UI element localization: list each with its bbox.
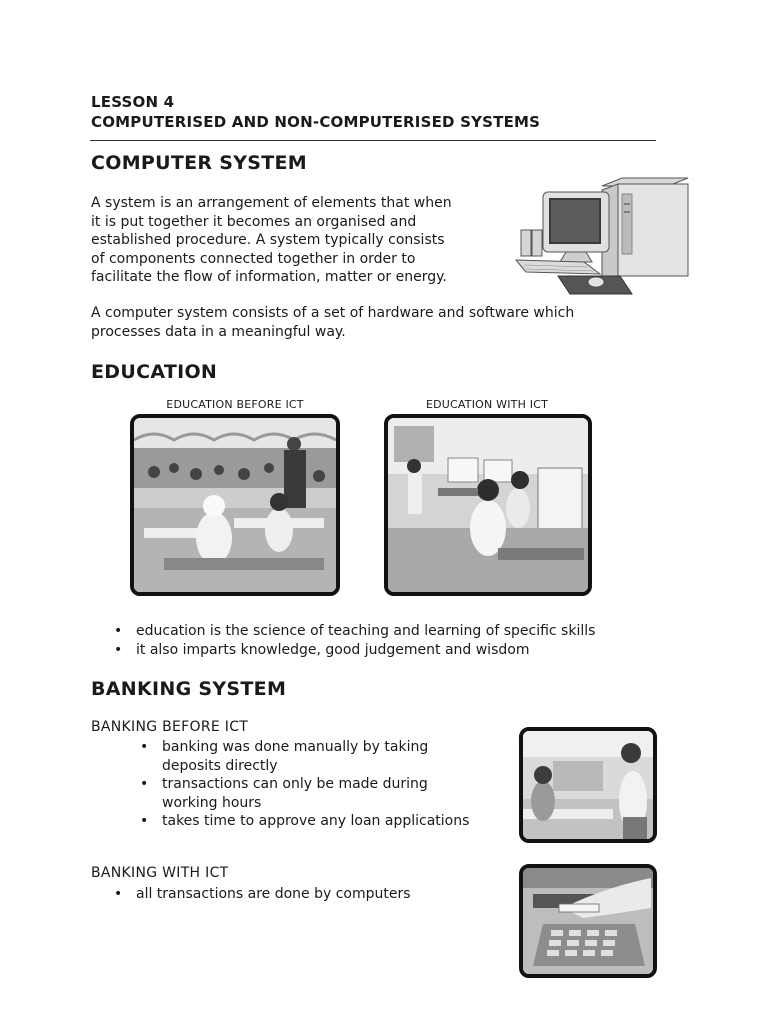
description-line: processes data in a meaningful way. [91,323,346,340]
education-bullets [114,622,674,659]
lesson-header [91,92,540,132]
list-item [140,812,510,831]
list-item-line: working hours [162,794,262,811]
banking-before-ict-bullets [140,738,510,831]
list-item-line: deposits directly [162,757,278,774]
definition-line: facilitate the flow of information, matter or energy. [91,269,447,285]
list-item [140,775,510,812]
photo-computer-lab-with-ict [384,414,592,596]
caption-education-with-ict: EDUCATION WITH ICT [425,398,549,411]
list-item-line: • transactions can only be made during [162,776,428,792]
list-item: • it also imparts knowledge, good judgement and wisdom [114,641,674,660]
computer-system-definition [91,194,501,287]
caption-education-before-ict: EDUCATION BEFORE ICT [166,398,304,411]
list-item: • education is the science of teaching and learning of specific skills [114,622,674,641]
lesson-number: LESSON 4 [91,93,175,111]
list-item-line: • takes time to approve any loan applications [162,813,470,829]
lesson-title: COMPUTERISED AND NON-COMPUTERISED SYSTEMS [91,113,541,131]
banking-with-ict-heading: BANKING WITH ICT [91,865,229,881]
banking-with-ict-bullets [114,885,484,904]
definition-line: established procedure. A system typically consists [91,232,445,248]
definition-line: of components connected together in order to [91,250,416,267]
photo-bank-counter [519,727,657,843]
description-line: A computer system consists of a set of hardware and software which [91,305,575,321]
computer-icon [510,176,690,298]
education-heading: EDUCATION [91,361,218,383]
list-item: • all transactions are done by computers [114,885,484,904]
definition-line: A system is an arrangement of elements that when [91,195,452,211]
list-item [140,738,510,775]
definition-line: it is put together it becomes an organised and [91,213,417,230]
banking-before-ict-heading: BANKING BEFORE ICT [91,719,249,735]
computer-system-heading: COMPUTER SYSTEM [91,152,308,174]
list-item-line: • banking was done manually by taking [162,739,429,755]
photo-classroom-before-ict [130,414,340,596]
banking-system-heading: BANKING SYSTEM [91,678,287,700]
computer-illustration [510,176,690,298]
header-divider [90,140,656,141]
computer-system-description [91,304,651,341]
photo-atm-keypad [519,864,657,978]
